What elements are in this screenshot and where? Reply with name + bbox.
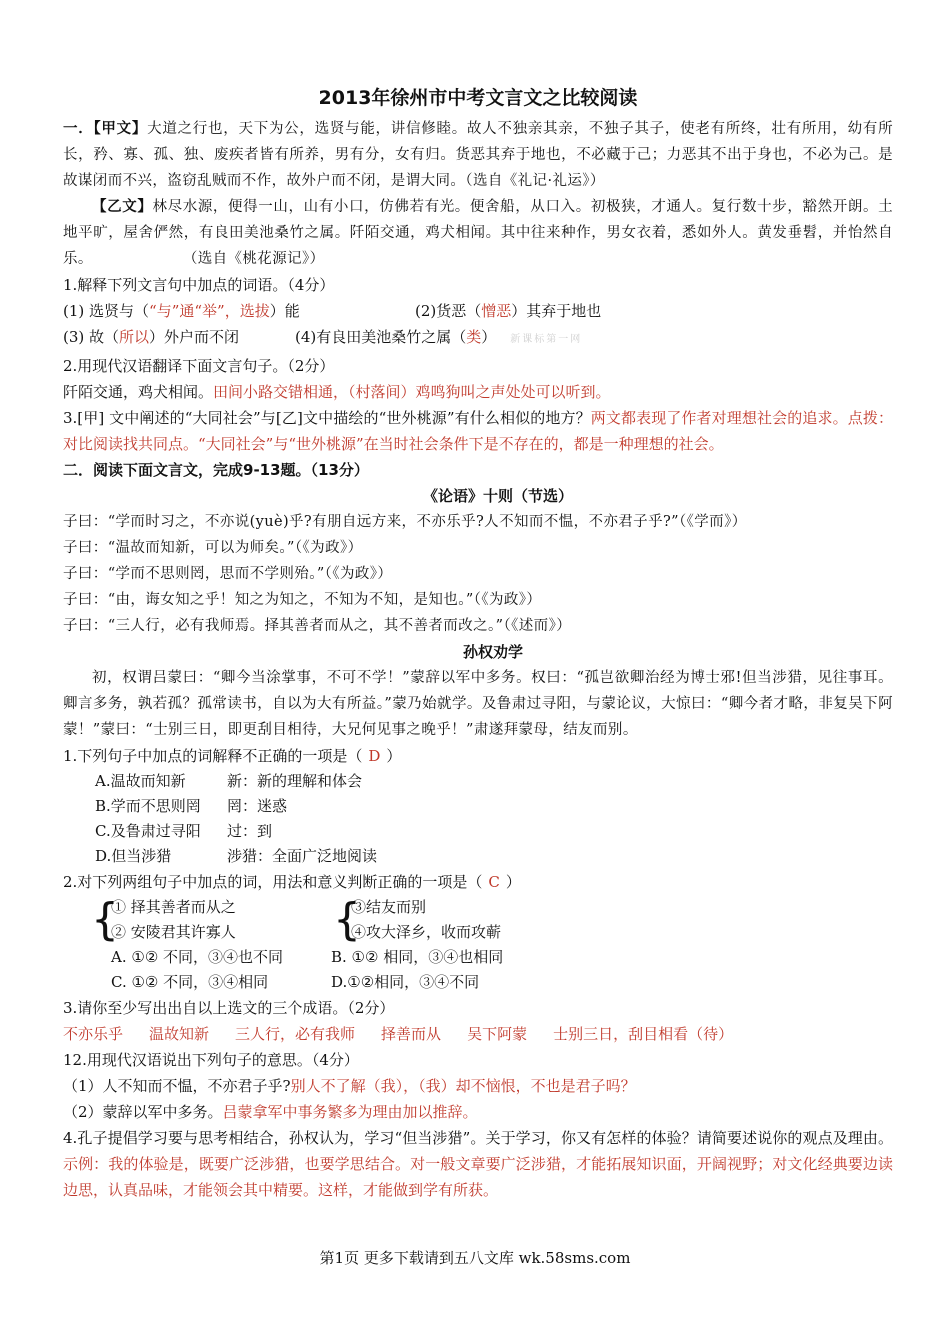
mc1-end: ）	[386, 747, 402, 765]
q1-item-4-answer: 类	[466, 328, 482, 346]
question-12: 12.用现代汉语说出下列句子的意思。（4分）	[63, 1051, 359, 1069]
question-idioms: 3.请你至少写出出自以上选文的三个成语。（2分）	[63, 999, 395, 1017]
idiom-2: 温故知新	[149, 1025, 210, 1043]
mc2-end: ）	[505, 873, 521, 891]
idiom-6: 士别三日，刮目相看（待）	[553, 1025, 734, 1043]
sun-passage: 初，权谓吕蒙曰：“卿今当涂掌事，不可不学！”蒙辞以军中多务。权曰：“孤岂欲卿治经为博士邪!但当涉猎，见往事耳。 卿言多务，孰若孤？孤常读书，自以为大有所益。”蒙乃始就学。及鲁肃过寻阳，与蒙论议，大惊曰：“卿今者才略，非复吴下阿蒙！”蒙曰：“士别三日，即更刮目相待，大兄何见事之晚乎！”肃遂拜蒙母，结友而别。	[63, 670, 893, 738]
jia-text: 大道之行也，天下为公，选贤与能，讲信修睦。故人不独亲其亲，不独子其子，使老有所终，壮有所用，幼有所长，矜、寡、孤、独、废疾者皆有所养，男有分，女有归。货恶其弃于地也，不必藏于己；力恶其不出于身也，不必为己。是故谋闭而不兴，盗窃乱贼而不作，故外户而不闭，是谓大同。（选自《礼记·礼运》）	[63, 121, 893, 189]
page-footer: 第1页 更多下载请到五八文库 wk.58sms.com	[319, 1249, 631, 1267]
mc2-option-a: A. ①② 不同，③④也不同	[111, 948, 284, 966]
mc2-option-d: D.①②相同，③④不同	[331, 973, 480, 991]
jia-passage	[63, 116, 893, 194]
mc1-option-a	[63, 769, 893, 794]
q1-item-2-post: ）其弃于地也	[511, 302, 602, 320]
q12-item-2-text: （2）蒙辞以军中多务。	[63, 1103, 223, 1121]
q1-row-1	[63, 298, 893, 324]
part2-heading: 二．阅读下面文言文，完成9-13题。（13分）	[63, 461, 369, 479]
yi-passage	[63, 194, 893, 272]
q12-item-1-text: （1）人不知而不愠，不亦君子乎?	[63, 1077, 291, 1095]
q12-item-1	[63, 1073, 893, 1099]
q12-item-1-answer: 别人不了解（我），（我）却不恼恨，不也是君子吗？	[290, 1077, 636, 1095]
q4-text: 4.孔子提倡学习要与思考相结合，孙权认为，学习“但当涉猎”。关于学习，你又有怎样的体验？请简要述说你的观点及理由。	[63, 1129, 893, 1147]
mc2-option-b: B. ①② 相同，③④也相同	[331, 948, 504, 966]
yi-heading: 【乙文】	[92, 199, 153, 215]
mc1-option-a-right: 新：新的理解和体会	[227, 772, 363, 790]
mc2-option-c: C. ①② 不同，③④相同	[111, 973, 269, 991]
q1-item-4-pre: (4)有良田美池桑竹之属（	[295, 328, 467, 346]
question-1: 1.解释下列文言句中加点的词语。（4分）	[63, 276, 335, 294]
q1-item-3-pre: (3) 故（	[63, 328, 120, 346]
lunyu-line-2: 子曰：“温故而知新，可以为师矣。”（《为政》）	[63, 540, 363, 556]
yi-text: 林尽水源，便得一山，山有小口，仿佛若有光。便舍船，从口入。初极狭，才通人。复行数十步，豁然开朗。土地平旷，屋舍俨然，有良田美池桑竹之属。阡陌交通，鸡犬相闻。其中往来种作，男女衣着，悉如外人。黄发垂髫，并怡然自乐。	[63, 199, 893, 267]
q1-item-2-pre: (2)货恶（	[415, 302, 482, 320]
mc1-option-b-left: B.学而不思则罔	[95, 797, 201, 815]
idiom-answers	[63, 1021, 893, 1047]
left-brace-icon: {	[91, 894, 119, 945]
q4-answer: 示例：我的体验是，既要广泛涉猎，也要学思结合。对一般文章要广泛涉猎，才能拓展知识面，开阔视野；对文化经典要边读边思，认真品味，才能领会其中精要。这样，才能做到学有所获。	[63, 1155, 893, 1199]
mc2-sentence-4: ④攻大泽乡，收而攻蕲	[351, 923, 502, 941]
mc2-options-row-2	[63, 970, 893, 995]
idiom-3: 三人行，必有我师	[235, 1025, 356, 1043]
q1-item-4-post: ）	[481, 328, 497, 346]
q12-item-2-answer: 吕蒙拿军中事务繁多为理由加以推辞。	[222, 1103, 478, 1121]
page-title: 2013年徐州市中考文言文之比较阅读	[318, 87, 638, 109]
mc2-text: 2.对下列两组句子中加点的词，用法和意义判断正确的一项是（	[63, 873, 483, 891]
lunyu-line-4: 子曰：“由，诲女知之乎！知之为知之，不知为不知，是知也。”（《为政》）	[63, 592, 542, 608]
mc2-sentence-1: ① 择其善者而从之	[111, 898, 236, 916]
document-page	[63, 84, 893, 1203]
mc2-right-group	[351, 895, 501, 945]
sun-title: 孙权劝学	[462, 643, 523, 661]
mc2-sentence-2: ② 安陵君其许寡人	[111, 923, 236, 941]
mc1-option-a-left: A.温故而知新	[95, 772, 186, 790]
mc2-options-row-1	[63, 945, 893, 970]
q1-item-1-post: ）能	[269, 302, 300, 320]
idiom-1: 不亦乐乎	[63, 1025, 124, 1043]
mc1-option-c-right: 过：到	[227, 822, 273, 840]
q1-item-1-answer: “与”通“举”，选拔	[149, 302, 270, 320]
yi-source: （选自《桃花源记》）	[182, 251, 325, 267]
mc2-sentence-groups	[63, 895, 893, 945]
q2-translation	[63, 379, 893, 405]
question-3	[63, 405, 893, 457]
question-4	[63, 1125, 893, 1203]
q1-item-3-answer: 所以	[119, 328, 150, 346]
q2-sentence: 阡陌交通，鸡犬相闻。	[63, 383, 214, 401]
idiom-5: 吴下阿蒙	[467, 1025, 528, 1043]
q1-row-2	[63, 324, 893, 353]
mc1-option-d-right: 涉猎：全面广泛地阅读	[227, 847, 378, 865]
lunyu-line-3: 子曰：“学而不思则罔，思而不学则殆。”（《为政》）	[63, 566, 393, 582]
right-brace-icon: {	[333, 894, 361, 945]
mc1-option-b-right: 罔：迷惑	[227, 797, 288, 815]
lunyu-line-1: 子曰：“学而时习之，不亦说(yuè)乎?有朋自远方来，不亦乐乎?人不知而不愠，不亦君子乎?”（《学而》）	[63, 514, 747, 530]
mc-question-2	[63, 869, 893, 895]
mc1-text: 1.下列句子中加点的词解释不正确的一项是（	[63, 747, 363, 765]
mc2-left-group	[111, 895, 331, 945]
mc1-answer: D	[368, 747, 381, 765]
mc1-option-d-left: D.但当涉猎	[95, 847, 172, 865]
q3-text: 3.[甲] 文中阐述的“大同社会”与[乙]文中描绘的“世外桃源”有什么相似的地方？	[63, 409, 591, 427]
q1-item-1-pre: (1) 选贤与（	[63, 302, 150, 320]
q12-item-2	[63, 1099, 893, 1125]
watermark: 新课标第一网	[510, 334, 583, 345]
lunyu-line-5: 子曰：“三人行，必有我师焉。择其善者而从之，其不善者而改之。”（《述而》）	[63, 618, 572, 634]
q1-item-2-answer: 憎恶	[481, 302, 512, 320]
mc2-sentence-3: ③结友而别	[351, 898, 427, 916]
lunyu-title: 《论语》十则（节选）	[422, 487, 573, 505]
part1-heading: 一．【甲文】	[63, 121, 148, 137]
mc1-option-b	[63, 794, 893, 819]
mc2-answer: C	[488, 873, 500, 891]
q1-item-3-post: ）外户而不闭	[149, 328, 240, 346]
mc1-option-c-left: C.及鲁肃过寻阳	[95, 822, 201, 840]
mc-question-1	[63, 743, 893, 769]
mc1-option-c	[63, 819, 893, 844]
mc1-option-d	[63, 844, 893, 869]
question-2: 2.用现代汉语翻译下面文言句子。（2分）	[63, 357, 335, 375]
q2-answer: 田间小路交错相通，（村落间）鸡鸣狗叫之声处处可以听到。	[213, 383, 611, 401]
q3-answer: 两文都表现了作者对理想社会的追求。点拨：对比阅读找共同点。“大同社会”与“世外桃源”在当时社会条件下是不存在的，都是一种理想的社会。	[63, 409, 893, 453]
idiom-4: 择善而从	[381, 1025, 442, 1043]
